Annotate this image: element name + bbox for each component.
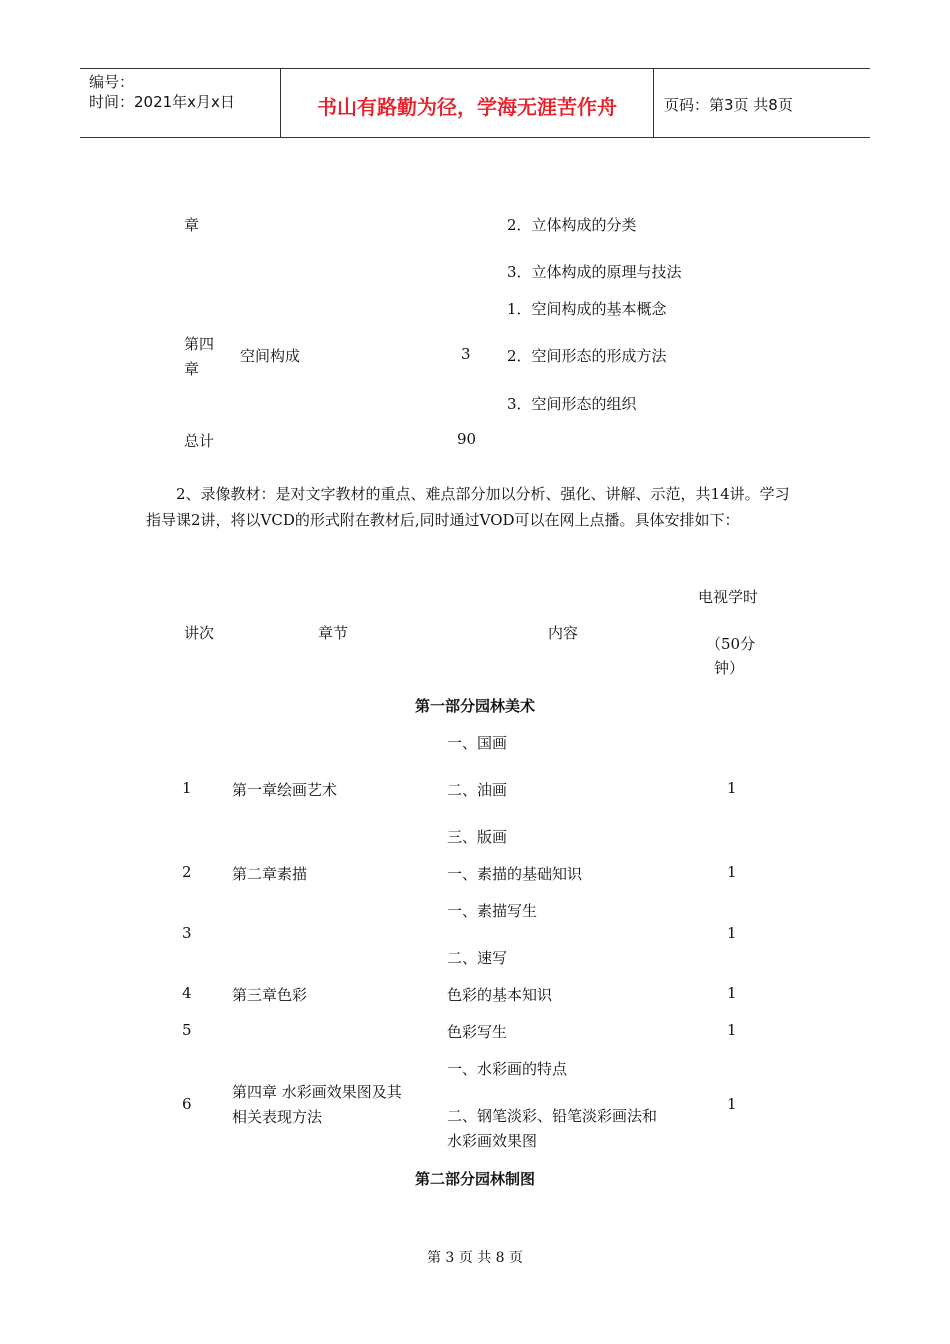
row-hours: 1 bbox=[727, 1021, 737, 1039]
header-tv-unit: （50分 bbox=[706, 635, 756, 653]
row-number: 1 bbox=[182, 779, 192, 797]
row-number: 3 bbox=[182, 924, 192, 942]
row-chapter: 第四章 水彩画效果图及其 bbox=[232, 1083, 402, 1101]
chapter-item: 3．空间形态的组织 bbox=[507, 395, 637, 413]
row-hours: 1 bbox=[727, 924, 737, 942]
header-motto-cell bbox=[281, 69, 654, 137]
header-content: 内容 bbox=[548, 624, 579, 642]
header-tv-hours: 电视学时 bbox=[698, 588, 759, 606]
document-header bbox=[80, 68, 870, 138]
row-content: 水彩画效果图 bbox=[447, 1132, 538, 1150]
row-content: 二、钢笔淡彩、铅笔淡彩画法和 bbox=[447, 1107, 658, 1125]
row-content: 一、国画 bbox=[447, 734, 508, 752]
chapter-title: 空间构成 bbox=[240, 347, 301, 365]
chapter-label: 第四 bbox=[184, 335, 215, 353]
row-content: 二、速写 bbox=[447, 949, 508, 967]
row-chapter: 第一章绘画艺术 bbox=[232, 781, 338, 799]
row-content: 一、素描的基础知识 bbox=[447, 865, 583, 883]
row-hours: 1 bbox=[727, 863, 737, 881]
part-title: 第一部分园林美术 bbox=[414, 697, 535, 715]
row-hours: 1 bbox=[727, 1095, 737, 1113]
header-lecture: 讲次 bbox=[184, 624, 215, 642]
header-tv-unit: 钟） bbox=[714, 659, 745, 677]
header-page-cell bbox=[654, 69, 870, 137]
row-content: 二、油画 bbox=[447, 781, 508, 799]
video-materials-paragraph: 2、录像教材：是对文字教材的重点、难点部分加以分析、强化、讲解、示范，共14讲。学习指导课2讲，将以VCD的形式附在教材后,同时通过VOD可以在网上点播。具体安排如下： bbox=[146, 485, 790, 529]
part-title: 第二部分园林制图 bbox=[414, 1170, 535, 1188]
page-footer: 第 3 页 共 8 页 bbox=[426, 1250, 524, 1266]
header-info-cell bbox=[80, 69, 281, 137]
row-hours: 1 bbox=[727, 779, 737, 797]
header-motto: 书山有路勤为径，学海无涯苦作舟 bbox=[317, 95, 617, 119]
document-number-label: 编号： bbox=[89, 73, 135, 91]
total-label: 总计 bbox=[184, 432, 215, 450]
row-content: 色彩写生 bbox=[447, 1023, 508, 1041]
row-content: 一、水彩画的特点 bbox=[447, 1060, 568, 1078]
chapter-item: 2．立体构成的分类 bbox=[507, 216, 637, 234]
header-page-label: 页码：第3页 共8页 bbox=[664, 96, 793, 114]
header-chapter: 章节 bbox=[318, 624, 349, 642]
row-number: 5 bbox=[182, 1021, 192, 1039]
total-value: 90 bbox=[457, 430, 477, 448]
row-chapter: 第三章色彩 bbox=[232, 986, 308, 1004]
row-number: 4 bbox=[182, 984, 192, 1002]
row-chapter: 相关表现方法 bbox=[232, 1108, 323, 1126]
chapter-item: 2．空间形态的形成方法 bbox=[507, 347, 667, 365]
row-content: 三、版画 bbox=[447, 828, 508, 846]
chapter-item: 3．立体构成的原理与技法 bbox=[507, 263, 682, 281]
chapter-label: 章 bbox=[184, 360, 200, 378]
chapter-item: 1．空间构成的基本概念 bbox=[507, 300, 667, 318]
row-hours: 1 bbox=[727, 984, 737, 1002]
chapter-label-continued: 章 bbox=[184, 216, 200, 234]
row-number: 6 bbox=[182, 1095, 192, 1113]
document-date-label: 时间：2021年x月x日 bbox=[89, 93, 235, 111]
chapter-hours: 3 bbox=[461, 345, 471, 363]
row-number: 2 bbox=[182, 863, 192, 881]
row-content: 色彩的基本知识 bbox=[447, 986, 553, 1004]
row-chapter: 第二章素描 bbox=[232, 865, 308, 883]
row-content: 一、素描写生 bbox=[447, 902, 538, 920]
